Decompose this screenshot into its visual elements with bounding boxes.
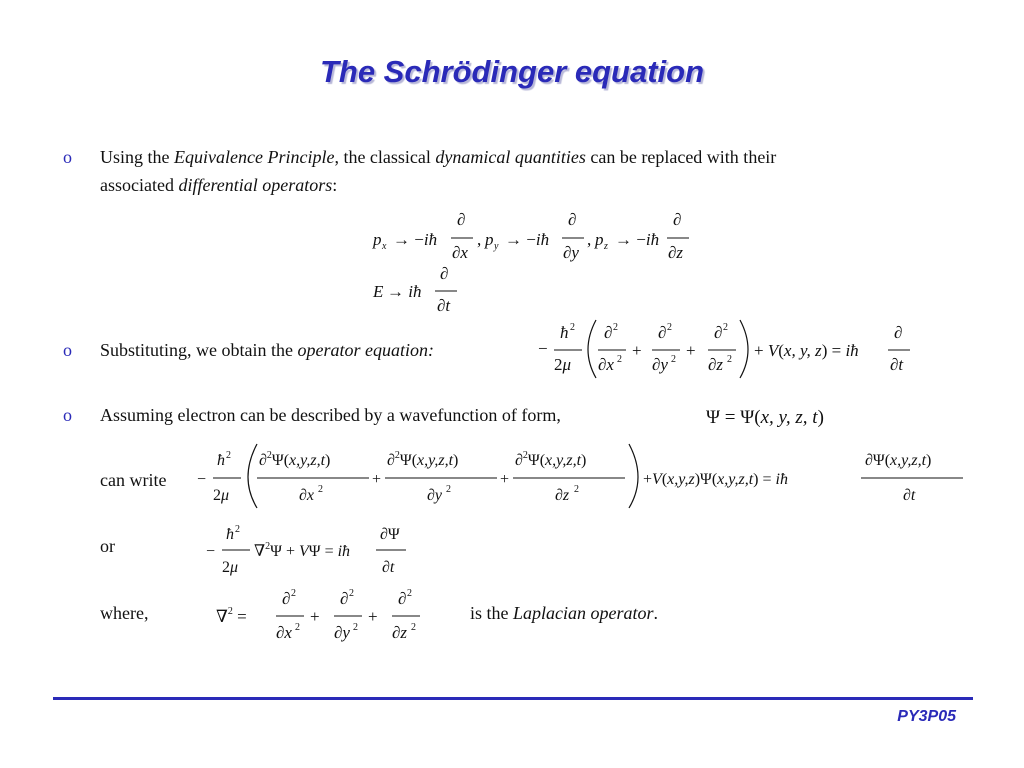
svg-text:∂x: ∂x — [276, 623, 292, 642]
operator-equation — [532, 314, 917, 382]
svg-text:2: 2 — [318, 484, 323, 495]
svg-text:+: + — [686, 341, 696, 360]
svg-text:2: 2 — [667, 322, 672, 333]
wavefunction-form-equation — [700, 400, 860, 430]
svg-text:−: − — [206, 543, 216, 560]
svg-text:∂: ∂ — [568, 210, 577, 229]
equivalence-principle-term: Equivalence Principle — [174, 147, 335, 167]
svg-text:∂: ∂ — [398, 589, 407, 608]
svg-text:→ −iħ: → −iħ — [615, 230, 660, 249]
schrodinger-equation-compact — [200, 520, 410, 582]
bullet-marker: o — [63, 147, 72, 167]
bullet-1-part: can be replaced with their — [585, 147, 777, 167]
footer-course-code: PY3P05 — [897, 708, 956, 725]
svg-text:ħ: ħ — [226, 526, 234, 543]
svg-text:+V(x,y,z)Ψ(x,y,z,t) = iħ: +V(x,y,z)Ψ(x,y,z,t) = iħ — [643, 471, 788, 488]
svg-text:+: + — [368, 607, 378, 626]
svg-text:∂x: ∂x — [598, 355, 614, 374]
svg-text:∂: ∂ — [673, 210, 682, 229]
svg-text:∂: ∂ — [282, 589, 291, 608]
svg-text:∂2Ψ(x,y,z,t): ∂$^2$Ψ(x,y,z,t) — [387, 450, 459, 469]
svg-text:2μ: 2μ — [213, 487, 230, 504]
svg-text:∂Ψ(x,y,z,t): ∂Ψ(x,y,z,t) — [865, 452, 932, 469]
svg-text:∂z: ∂z — [668, 243, 684, 262]
svg-text:∂: ∂ — [658, 323, 667, 342]
svg-text:2: 2 — [291, 588, 296, 599]
svg-text:∂x: ∂x — [452, 243, 468, 262]
can-write-label: can write — [100, 470, 167, 490]
bullet-marker: o — [63, 405, 72, 425]
where-label: where, — [100, 603, 149, 623]
bullet-2-part: Substituting, we obtain the — [100, 340, 298, 360]
slide-title: The Schrödinger equation — [319, 54, 705, 89]
svg-text:∂z: ∂z — [392, 623, 408, 642]
svg-text:∂: ∂ — [457, 210, 466, 229]
svg-text:→ −iħ: → −iħ — [393, 230, 438, 249]
svg-text:Ψ = Ψ(x, y, z, t): Ψ = Ψ(x, y, z, t) — [706, 407, 824, 428]
svg-text:E: E — [373, 282, 384, 301]
svg-text:2: 2 — [723, 322, 728, 333]
bullet-3-part: Assuming electron can be described by a wavefunction of form, — [100, 405, 561, 425]
bullet-2-text — [100, 336, 434, 364]
svg-text:2: 2 — [353, 622, 358, 633]
svg-text:∂y: ∂y — [563, 243, 579, 262]
svg-text:∂2Ψ(x,y,z,t): ∂$^2$Ψ(x,y,z,t) — [515, 450, 587, 469]
svg-text:,: , — [477, 230, 482, 249]
svg-text:2: 2 — [574, 484, 579, 495]
differential-operators-term: differential operators — [178, 175, 333, 195]
svg-text:2: 2 — [613, 322, 618, 333]
svg-text:2: 2 — [235, 524, 240, 535]
svg-text:2: 2 — [727, 354, 732, 365]
laplacian-note-part: is the — [470, 603, 513, 623]
laplacian-note-part: . — [653, 603, 659, 623]
svg-text:2: 2 — [226, 450, 231, 461]
bullet-1-text — [100, 143, 980, 199]
dynamical-quantities-term: dynamical quantities — [435, 147, 586, 167]
svg-text:∂t: ∂t — [382, 559, 395, 576]
svg-text:∂y: ∂y — [652, 355, 668, 374]
svg-text:z: z — [604, 241, 608, 252]
svg-text:2: 2 — [411, 622, 416, 633]
svg-text:2: 2 — [671, 354, 676, 365]
svg-text:p: p — [485, 230, 494, 249]
svg-text:∂: ∂ — [440, 265, 449, 283]
svg-text:2μ: 2μ — [222, 559, 239, 576]
svg-text:+: + — [372, 471, 382, 488]
laplacian-note — [470, 599, 658, 627]
svg-text:∂t: ∂t — [437, 296, 451, 315]
operator-equation-term: operator equation: — [297, 340, 434, 360]
svg-text:+: + — [310, 607, 320, 626]
svg-text:∂z: ∂z — [708, 355, 724, 374]
svg-text:∂Ψ: ∂Ψ — [380, 526, 400, 543]
svg-text:∂z: ∂z — [555, 487, 570, 504]
momentum-operator-equation — [365, 205, 695, 263]
svg-text:∂t: ∂t — [903, 487, 916, 504]
svg-text:2: 2 — [407, 588, 412, 599]
svg-text:∂x: ∂x — [299, 487, 315, 504]
svg-text:y: y — [494, 241, 499, 252]
svg-text:∂: ∂ — [604, 323, 613, 342]
svg-text:2μ: 2μ — [554, 355, 572, 374]
svg-text:∂: ∂ — [894, 323, 903, 342]
svg-text:,: , — [587, 230, 592, 249]
svg-text:→ −iħ: → −iħ — [505, 230, 550, 249]
svg-text:2: 2 — [349, 588, 354, 599]
schrodinger-equation-full — [193, 438, 968, 512]
svg-text:ħ: ħ — [217, 452, 225, 469]
svg-text:p: p — [595, 230, 604, 249]
svg-text:∇2 =: ∇$^2$ = — [216, 606, 247, 626]
bullet-1-part: , the classical — [334, 147, 436, 167]
bullet-1-part: Using the — [100, 147, 174, 167]
svg-text:2: 2 — [617, 354, 622, 365]
bullet-1-part: : — [332, 175, 338, 195]
svg-text:+ V(x, y, z) = iħ: + V(x, y, z) = iħ — [754, 341, 859, 360]
svg-text:x: x — [382, 241, 387, 252]
footer-divider — [53, 697, 973, 700]
svg-text:−: − — [538, 339, 548, 358]
svg-text:−: − — [197, 471, 207, 488]
svg-text:∂y: ∂y — [334, 623, 350, 642]
svg-text:+: + — [632, 341, 642, 360]
svg-text:∇2Ψ + VΨ = iħ: ∇$^2$Ψ + VΨ = iħ — [254, 541, 351, 560]
svg-text:+: + — [500, 471, 510, 488]
energy-operator-equation — [365, 265, 475, 317]
svg-text:p: p — [373, 230, 382, 249]
bullet-3-text — [100, 401, 561, 429]
laplacian-operator-term: Laplacian operator — [513, 603, 654, 623]
svg-text:∂: ∂ — [714, 323, 723, 342]
svg-text:2: 2 — [570, 322, 575, 333]
svg-text:∂2Ψ(x,y,z,t): ∂$^2$Ψ(x,y,z,t) — [259, 450, 331, 469]
svg-text:→ iħ: → iħ — [387, 282, 422, 301]
bullet-1-part: associated — [100, 175, 179, 195]
svg-text:2: 2 — [446, 484, 451, 495]
svg-text:ħ: ħ — [560, 323, 569, 342]
svg-text:∂: ∂ — [340, 589, 349, 608]
svg-text:∂t: ∂t — [890, 355, 904, 374]
bullet-marker: o — [63, 340, 72, 360]
or-label: or — [100, 536, 115, 556]
svg-text:2: 2 — [295, 622, 300, 633]
laplacian-definition — [210, 582, 435, 652]
svg-text:∂y: ∂y — [427, 487, 443, 504]
